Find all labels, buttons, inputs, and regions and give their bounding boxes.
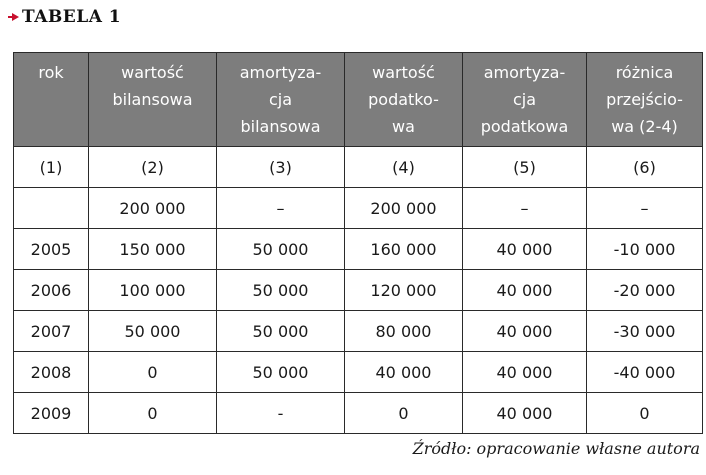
table-cell: (1): [14, 147, 89, 188]
header-line: wartość: [121, 63, 184, 82]
table-cell: 120 000: [345, 270, 463, 311]
table-cell: (2): [89, 147, 217, 188]
table-cell: 40 000: [345, 352, 463, 393]
header-line: przejścio-: [606, 90, 683, 109]
table-row: [14, 270, 703, 311]
header-line: amortyza-: [239, 63, 322, 82]
header-line: różnica: [615, 63, 674, 82]
header-roznica-przejsciowa: [587, 53, 703, 147]
table-cell: –: [587, 188, 703, 229]
header-line: cja: [268, 90, 293, 109]
table-cell: 40 000: [463, 393, 587, 434]
table-cell: 40 000: [463, 270, 587, 311]
table-title: TABELA 1: [22, 7, 122, 27]
table-cell: 80 000: [345, 311, 463, 352]
table-cell: (3): [217, 147, 345, 188]
table-row: [14, 229, 703, 270]
table-cell: 0: [89, 352, 217, 393]
table-cell: 150 000: [89, 229, 217, 270]
table-cell: 50 000: [217, 229, 345, 270]
header-amortyzacja-podatkowa: [463, 53, 587, 147]
table-cell: -20 000: [587, 270, 703, 311]
table-cell: 50 000: [217, 352, 345, 393]
header-line: wartość: [372, 63, 435, 82]
table-cell: 200 000: [89, 188, 217, 229]
table-cell: 2009: [14, 393, 89, 434]
table-cell: -30 000: [587, 311, 703, 352]
table-cell: 160 000: [345, 229, 463, 270]
table-cell: 50 000: [89, 311, 217, 352]
table-cell: 2007: [14, 311, 89, 352]
table-cell: 50 000: [217, 270, 345, 311]
table-cell: 0: [89, 393, 217, 434]
table-cell: (6): [587, 147, 703, 188]
table-cell: 40 000: [463, 352, 587, 393]
table-cell: 2006: [14, 270, 89, 311]
header-line: amortyza-: [483, 63, 566, 82]
header-line: cja: [512, 90, 537, 109]
header-line: podatko-: [368, 90, 439, 109]
table-cell: 40 000: [463, 229, 587, 270]
header-line: wa: [392, 117, 415, 136]
table-cell: [14, 188, 89, 229]
table-title-row: [12, 6, 121, 28]
table-row: [14, 393, 703, 434]
table-row: [14, 352, 703, 393]
table-cell: –: [217, 188, 345, 229]
header-line: rok: [38, 63, 64, 82]
header-line: bilansowa: [240, 117, 321, 136]
table-cell: -: [217, 393, 345, 434]
table-row: [14, 188, 703, 229]
header-wartosc-podatkowa: [345, 53, 463, 147]
table-cell: 100 000: [89, 270, 217, 311]
header-row: [14, 53, 703, 147]
table-cell: 200 000: [345, 188, 463, 229]
table-row: [14, 311, 703, 352]
table-cell: 2005: [14, 229, 89, 270]
header-line: podatkowa: [480, 117, 569, 136]
header-rok: [14, 53, 89, 147]
table-cell: 50 000: [217, 311, 345, 352]
table-row: [14, 147, 703, 188]
table-cell: 0: [345, 393, 463, 434]
header-line: bilansowa: [112, 90, 193, 109]
source-note: Źródło: opracowanie własne autora: [412, 439, 700, 458]
arrow-right-icon: [12, 13, 19, 21]
header-wartosc-bilansowa: [89, 53, 217, 147]
table-cell: 0: [587, 393, 703, 434]
table-cell: 2008: [14, 352, 89, 393]
table-cell: (4): [345, 147, 463, 188]
table-cell: -10 000: [587, 229, 703, 270]
header-line: wa (2-4): [611, 117, 678, 136]
data-table: [13, 52, 703, 434]
table-cell: -40 000: [587, 352, 703, 393]
table-cell: –: [463, 188, 587, 229]
header-amortyzacja-bilansowa: [217, 53, 345, 147]
table-cell: 40 000: [463, 311, 587, 352]
table-cell: (5): [463, 147, 587, 188]
